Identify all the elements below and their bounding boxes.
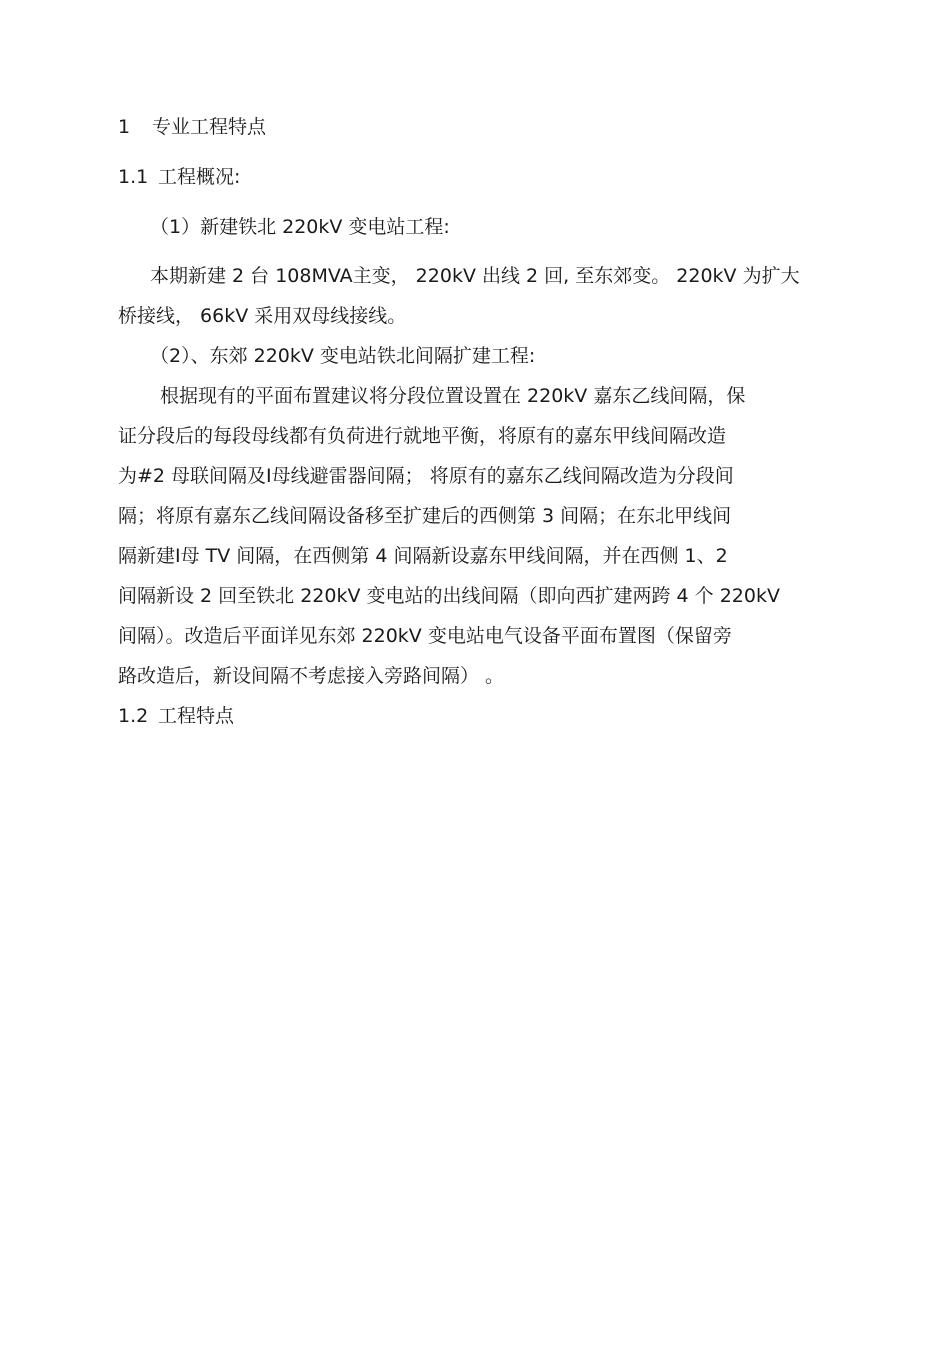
- item-2-line-8: 路改造后，新设间隔不考虑接入旁路间隔） 。: [118, 665, 505, 687]
- item-2-line-1: 根据现有的平面布置建议将分段位置设置在 220kV 嘉东乙线间隔，保: [160, 385, 746, 407]
- item-2-line-6: 间隔新设 2 回至铁北 220kV 变电站的出线间隔（即向西扩建两跨 4 个 220kV: [118, 585, 780, 607]
- item-2-heading: （2）、东郊 220kV 变电站铁北间隔扩建工程:: [150, 345, 536, 367]
- item-2-line-3: 为#2 母联间隔及Ⅰ母线避雷器间隔； 将原有的嘉东乙线间隔改造为分段间: [118, 465, 734, 487]
- item-2-line-7: 间隔）。改造后平面详见东郊 220kV 变电站电气设备平面布置图（保留旁: [118, 625, 732, 647]
- section-1-1-heading: [118, 165, 240, 189]
- section-1-number: 1: [118, 116, 131, 138]
- item-1-heading: （1）新建铁北 220kV 变电站工程:: [150, 216, 450, 238]
- item-2-line-5: 隔新建Ⅰ母 TV 间隔，在西侧第 4 间隔新设嘉东甲线间隔，并在西侧 1、2: [118, 545, 728, 567]
- section-1-1-number: 1.1: [118, 166, 149, 188]
- section-1-2-heading: [118, 704, 234, 728]
- item-1-line-2: 桥接线， 66kV 采用双母线接线。: [118, 305, 407, 327]
- section-1-2-number: 1.2: [118, 705, 149, 727]
- section-1-1-title: 工程概况:: [158, 166, 241, 188]
- section-1-2-title: 工程特点: [158, 705, 235, 727]
- item-2-line-2: 证分段后的每段母线都有负荷进行就地平衡，将原有的嘉东甲线间隔改造: [118, 425, 727, 447]
- section-1-heading: [118, 115, 266, 139]
- item-1-line-1: 本期新建 2 台 108MVA主变， 220kV 出线 2 回, 至东郊变。 220kV 为扩大: [150, 265, 800, 287]
- item-2-line-4: 隔；将原有嘉东乙线间隔设备移至扩建后的西侧第 3 间隔；在东北甲线间: [118, 505, 732, 527]
- section-1-title: 专业工程特点: [152, 116, 267, 138]
